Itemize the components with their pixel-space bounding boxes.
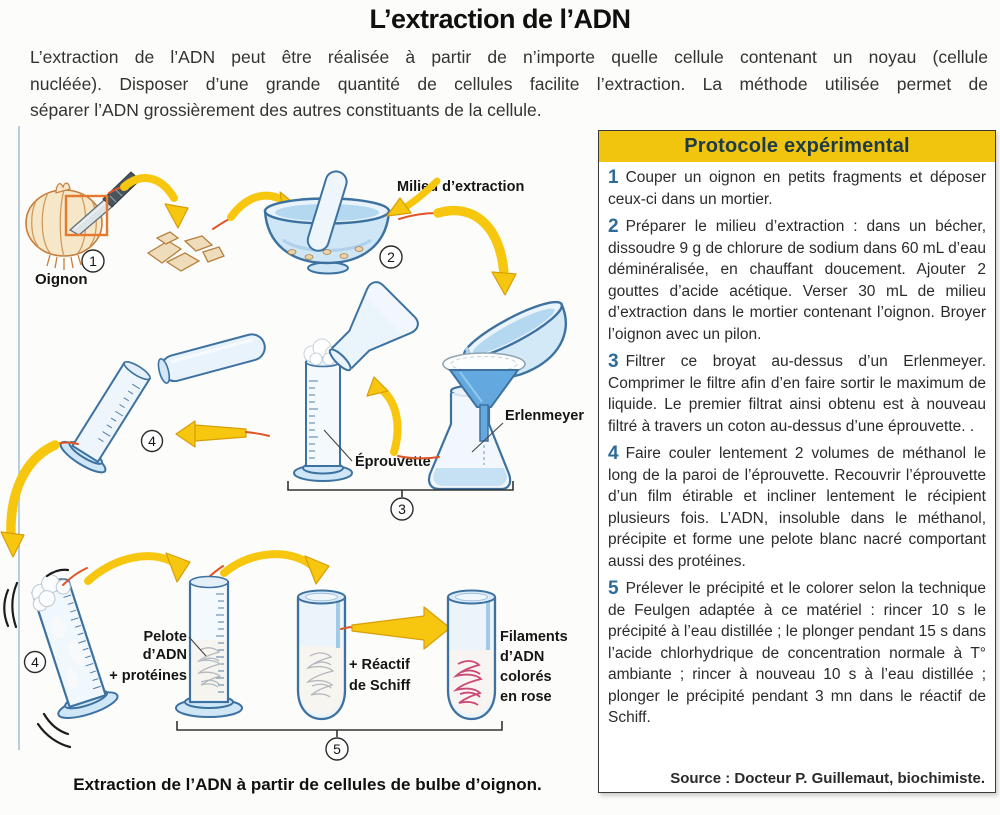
- protocol-steps: [599, 162, 995, 729]
- flow-arrow-up: [367, 377, 439, 458]
- flow-arrow-pour: [399, 211, 516, 295]
- label-erlenmeyer: Erlenmeyer: [505, 408, 584, 424]
- step-text: Préparer le milieu d’extraction : dans un bécher, dissoudre 9 g de chlorure de sodium dans 60 mL d’eau déminéralisée, en chauffant doucement. Ajouter 2 gouttes d’acide acétique. Verser 30 mL de milieu d’extraction dans le mortier contenant l’oignon. Broyer l’oignon avec un pilon.: [608, 218, 986, 343]
- step-number: 2: [608, 216, 619, 237]
- svg-text:1: 1: [89, 253, 97, 269]
- svg-text:4: 4: [148, 433, 156, 449]
- step-text: Faire couler lentement 2 volumes de méthanol le long de la paroi de l’éprouvette. Recouvrir l’éprouvette d’un film étirable et incliner lentement le récipient plusieurs fois. L’ADN, insoluble dans le méthanol, précipite et forme une pelote blanc nacré comportant aussi des protéines.: [608, 445, 986, 570]
- onion-fragments: [148, 232, 224, 271]
- step-marker-5: [326, 738, 348, 760]
- label-pelote: d’ADN: [142, 647, 187, 663]
- test-tube-result: [448, 591, 495, 720]
- protocol-step-1: [608, 167, 986, 210]
- eprouvette-setup: [294, 339, 431, 481]
- protocol-panel: [598, 130, 996, 793]
- flow-arrow-left: [176, 421, 269, 447]
- step-number: 3: [608, 351, 619, 372]
- intro-paragraph: [30, 44, 988, 124]
- flow-arrow-bottom-1: [63, 553, 190, 585]
- label-filaments: d’ADN: [500, 649, 545, 665]
- svg-text:3: 3: [398, 501, 406, 517]
- label-filaments: colorés: [500, 669, 552, 685]
- step-marker-1: [82, 250, 104, 272]
- protocol-header: Protocole expérimental: [599, 131, 995, 162]
- erlenmeyer-setup: [429, 353, 584, 489]
- protocol-step-4: [608, 443, 986, 572]
- label-eprouvette: Éprouvette: [355, 454, 431, 470]
- protocol-step-5: [608, 578, 986, 729]
- figure-caption: Extraction de l’ADN à partir de cellules de bulbe d’oignon.: [73, 775, 542, 794]
- intro-line: nucléée). Disposer d’une grande quantité de cellules facilite l’extraction. La méthode utilisée permet de: [30, 73, 988, 94]
- step-number: 1: [608, 167, 619, 188]
- svg-text:5: 5: [333, 741, 341, 757]
- svg-text:4: 4: [31, 654, 39, 670]
- step-marker-4: [142, 431, 163, 452]
- source-line: Source : Docteur P. Guillemaut, biochimiste.: [670, 770, 985, 787]
- label-schiff: de Schiff: [349, 678, 411, 694]
- extraction-diagram: [0, 130, 600, 815]
- methanol-tube: [156, 331, 268, 384]
- intro-line: L’extraction de l’ADN peut être réalisée à partir de n’importe quelle cellule contenant un noyau (cellule: [30, 47, 988, 67]
- step-marker-2: [380, 246, 402, 268]
- protocol-step-2: [608, 216, 986, 345]
- label-filaments: en rose: [500, 689, 552, 705]
- step-text: Filtrer ce broyat au-dessus d’un Erlenmeyer. Comprimer le filtre afin d’en faire sortir le maximum de liquide. Le premier filtrat ainsi obtenu est à nouveau filtré à travers un coton au-dessus d’une éprouvette. .: [608, 353, 986, 435]
- label-onion: Oignon: [35, 271, 88, 288]
- flow-arrow-cut: [109, 178, 188, 228]
- label-extraction-medium: Milieu d’extraction: [397, 179, 525, 195]
- step-marker-3: [391, 498, 413, 520]
- label-filaments: Filaments: [500, 629, 568, 645]
- label-schiff: + Réactif: [349, 657, 410, 673]
- step-text: Prélever le précipité et le colorer selon la technique de Feulgen adaptée à ce matériel : rincer 10 s le précipité à l’eau distillée ; le plonger pendant 15 s dans l’acide chlorhydrique de concentration normale à T° ambiante ; rincer à nouveau 10 s à l’eau distillée ; plonger le précipité pendant 3 mn dans le réactif de Schiff.: [608, 580, 986, 726]
- step5-bracket: [177, 721, 502, 737]
- step-number: 4: [608, 443, 619, 464]
- label-pelote: Pelote: [143, 629, 187, 645]
- mortar-illustration: [265, 169, 389, 274]
- svg-text:2: 2: [387, 249, 395, 265]
- flow-arrow-down: [1, 443, 78, 558]
- page-title: L’extraction de l’ADN: [369, 4, 631, 34]
- test-tube-schiff: [298, 591, 345, 720]
- methanol-pour-cylinder: [57, 353, 162, 477]
- intro-line: séparer l’ADN grossièrement des autres constituants de la cellule.: [30, 100, 542, 120]
- step-text: Couper un oignon en petits fragments et déposer ceux-ci dans un mortier.: [608, 169, 986, 208]
- step-number: 5: [608, 578, 619, 599]
- label-pelote: + protéines: [109, 668, 187, 684]
- step-marker-4b: [25, 652, 46, 673]
- protocol-step-3: [608, 351, 986, 437]
- shaken-cylinder: [16, 566, 120, 723]
- flow-arrow-right: [341, 607, 450, 649]
